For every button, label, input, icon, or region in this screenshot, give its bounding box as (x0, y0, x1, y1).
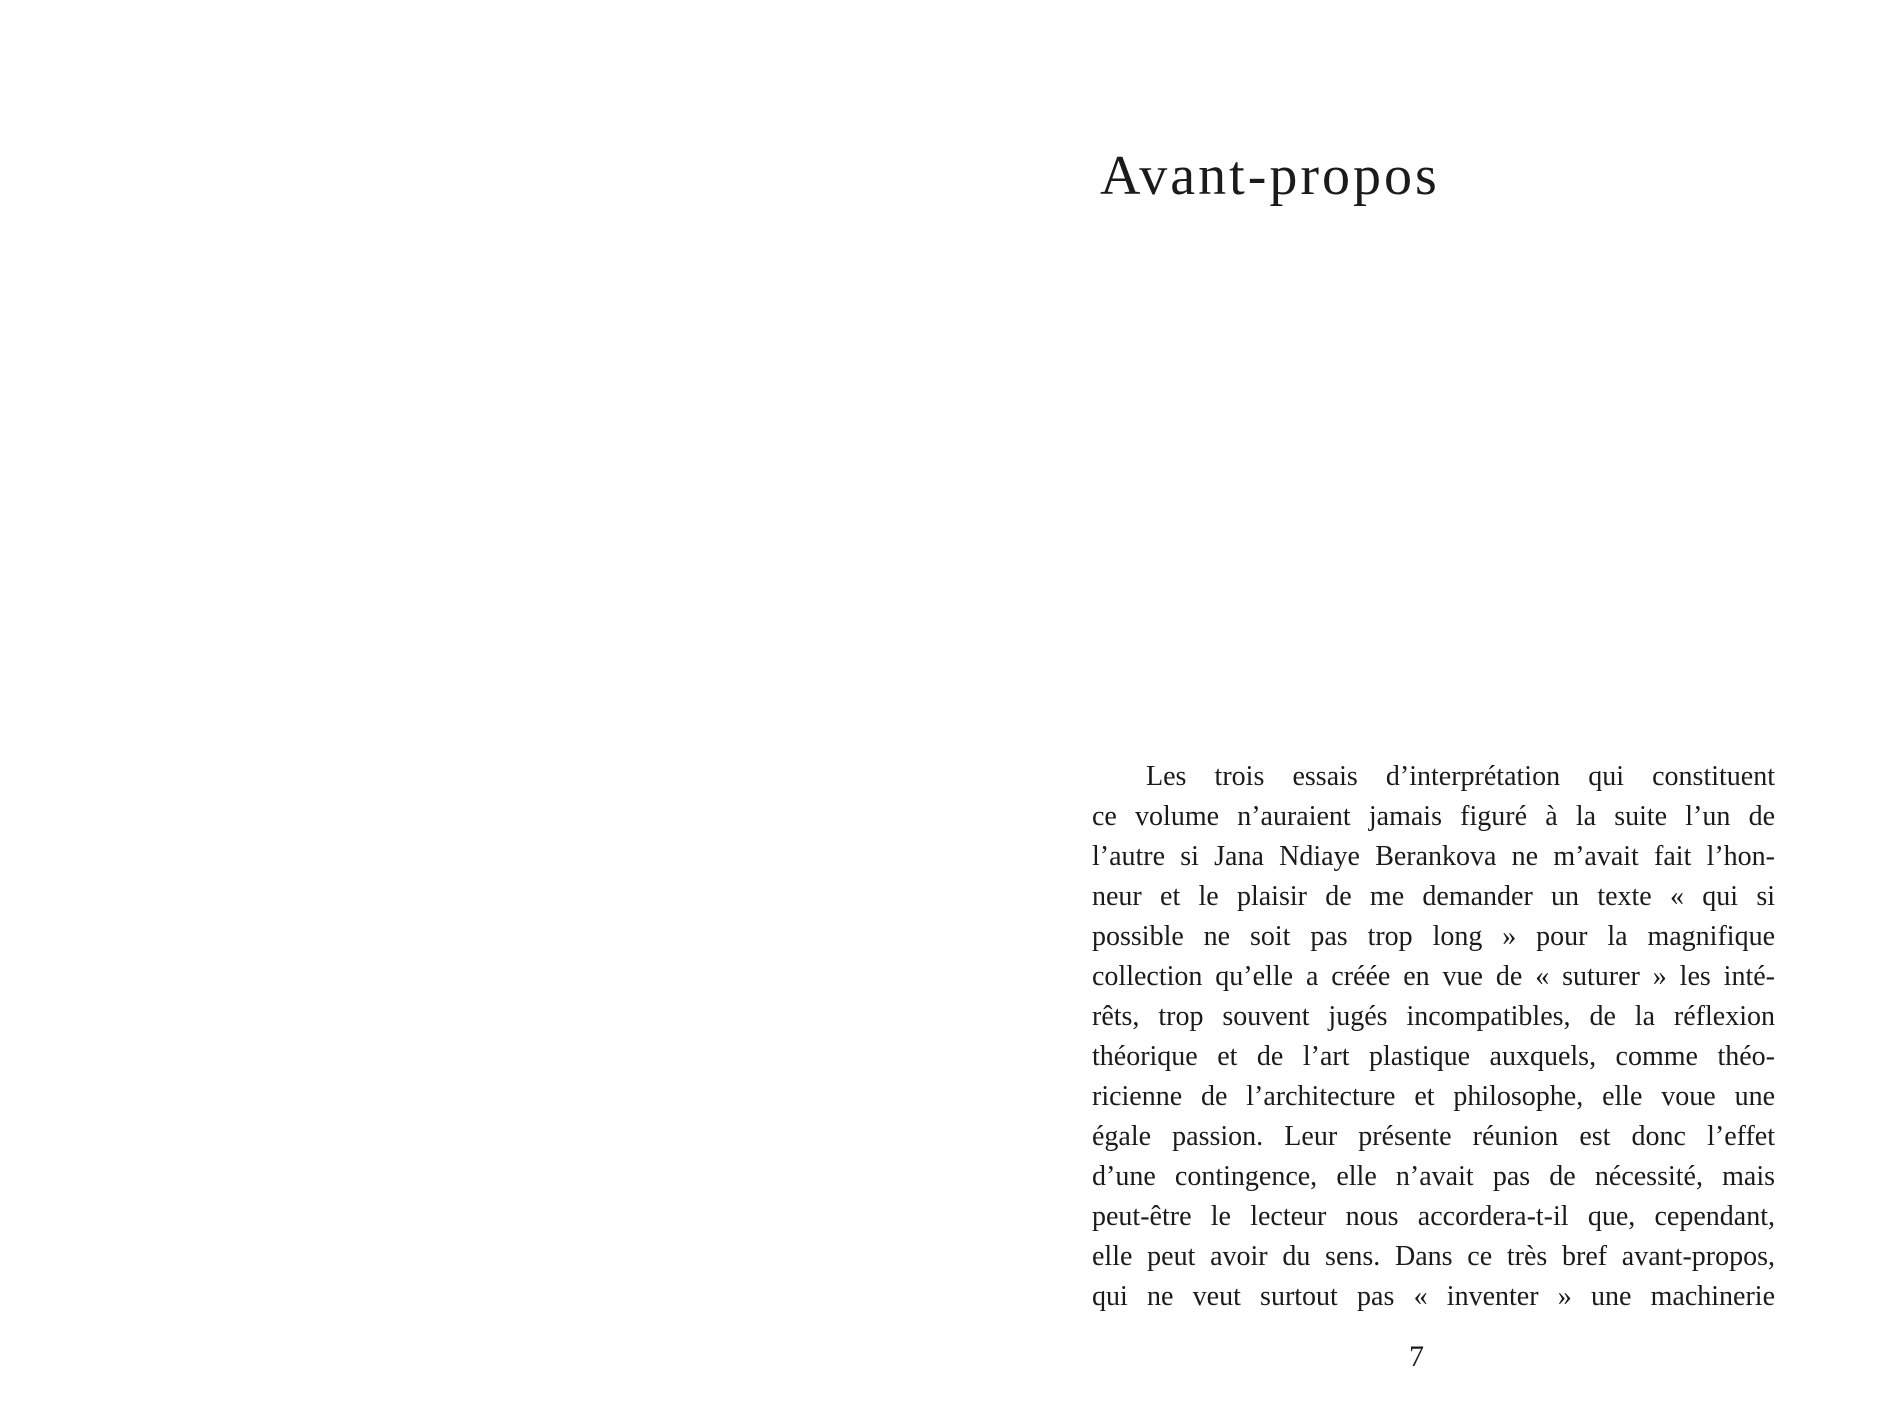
body-line: ce volume n’auraient jamais figuré à la suite l’un de (1092, 801, 1775, 832)
body-line: ricienne de l’architecture et philosophe, elle voue une (1092, 1081, 1775, 1112)
page-number: 7 (1409, 1340, 1424, 1373)
body-line: collection qu’elle a créée en vue de « suturer » les inté- (1092, 961, 1775, 992)
body-paragraph (1092, 757, 1775, 1317)
body-line: égale passion. Leur présente réunion est donc l’effet (1092, 1121, 1775, 1152)
body-line: Les trois essais d’interprétation qui constituent (1146, 761, 1775, 792)
body-line: qui ne veut surtout pas « inventer » une machinerie (1092, 1281, 1775, 1312)
body-line: peut-être le lecteur nous accordera-t-il que, cependant, (1092, 1201, 1775, 1232)
body-line: d’une contingence, elle n’avait pas de nécessité, mais (1092, 1161, 1775, 1192)
body-line: elle peut avoir du sens. Dans ce très bref avant-propos, (1092, 1241, 1775, 1272)
body-line: l’autre si Jana Ndiaye Berankova ne m’avait fait l’hon- (1092, 841, 1775, 872)
body-line: possible ne soit pas trop long » pour la magnifique (1092, 921, 1775, 952)
right-page (944, 0, 1889, 1417)
body-line: théorique et de l’art plastique auxquels, comme théo- (1092, 1041, 1775, 1072)
chapter-title: Avant-propos (1100, 145, 1440, 207)
body-line: rêts, trop souvent jugés incompatibles, de la réflexion (1092, 1001, 1775, 1032)
left-page-blank (0, 0, 944, 1417)
body-line: neur et le plaisir de me demander un texte « qui si (1092, 881, 1775, 912)
